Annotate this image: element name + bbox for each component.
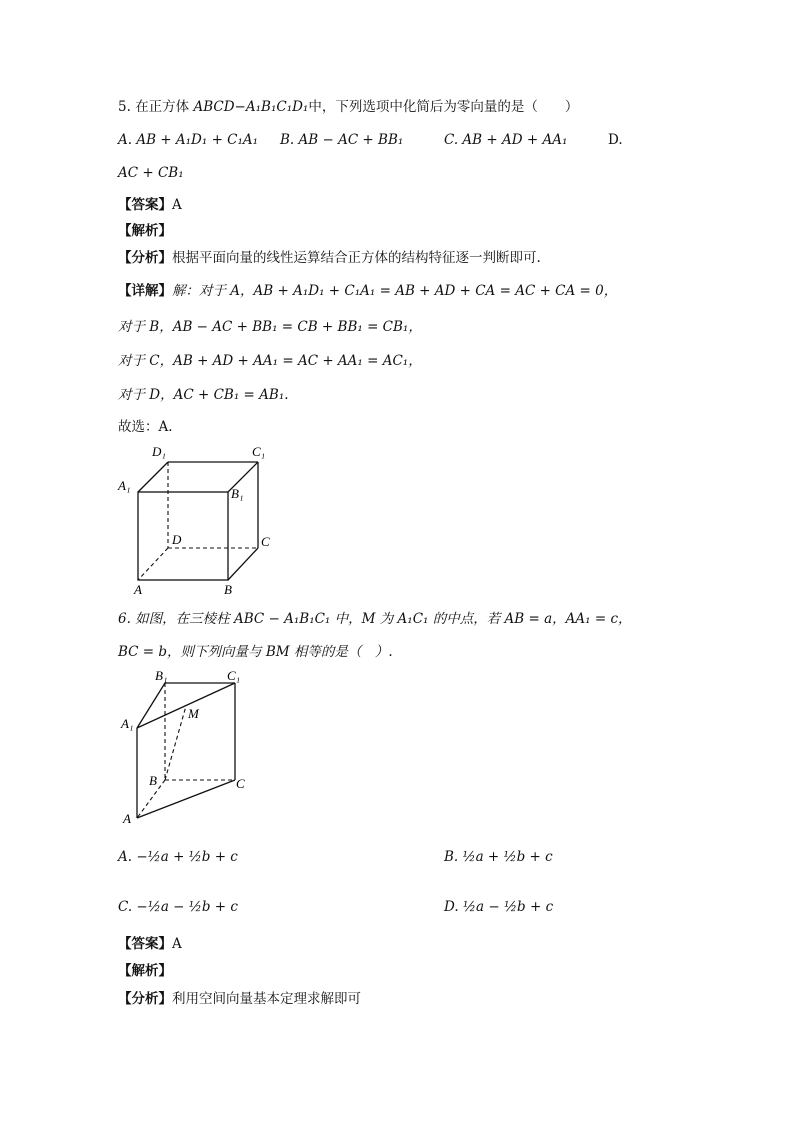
prism-figure (115, 668, 265, 828)
prism-label-a: A (123, 811, 131, 826)
cube-label-d1: D₁ (152, 444, 166, 459)
q6-option-b: B. ½a + ½b + c (444, 849, 553, 865)
cube-label-b1: B₁ (231, 486, 244, 501)
q5-choose: 故选：A. (118, 419, 173, 435)
prism-label-b: B (149, 773, 157, 788)
prism-label-m: M (188, 706, 199, 721)
q5-option-c: C. AB + AD + AA₁ (444, 132, 568, 148)
prism-label-a1: A₁ (121, 716, 134, 731)
cube-label-c: C (261, 534, 270, 549)
q5-option-b: B. AB − AC + BB₁ (280, 132, 404, 148)
q6-option-d: D. ½a − ½b + c (444, 899, 554, 915)
cube-label-d: D (172, 532, 182, 547)
q6-fenxi: 【分析】利用空间向量基本定理求解即可 (118, 991, 361, 1007)
q6-option-a: A. −½a + ½b + c (118, 849, 238, 865)
q5-analysis-heading: 【解析】 (118, 223, 172, 239)
q5-option-a: A. AB + A₁D₁ + C₁A₁ (118, 132, 259, 148)
q5-detail-b: 对于 B，AB − AC + BB₁ = CB + BB₁ = CB₁， (118, 319, 422, 335)
q5-fenxi: 【分析】根据平面向量的线性运算结合正方体的结构特征逐一判断即可. (118, 250, 541, 266)
q5-option-d: AC + CB₁ (118, 165, 184, 181)
prism-label-c: C (236, 776, 245, 791)
prism-label-c1: C₁ (227, 668, 241, 683)
prism-label-b1: B₁ (155, 668, 168, 683)
cube-figure (110, 440, 290, 600)
cube-label-b: B (224, 582, 232, 597)
cube-label-a: A (134, 582, 142, 597)
q5-detail-c: 对于 C，AB + AD + AA₁ = AC + AA₁ = AC₁， (118, 353, 422, 369)
q6-option-c: C. −½a − ½b + c (118, 899, 238, 915)
q5-answer: 【答案】A (118, 197, 182, 213)
q6-stem-line1: 6. 如图，在三棱柱 ABC − A₁B₁C₁ 中，M 为 A₁C₁ 的中点，若 AB = a，AA₁ = c， (118, 611, 632, 627)
cube-label-c1: C₁ (252, 444, 266, 459)
q6-analysis-heading: 【解析】 (118, 963, 172, 979)
q6-stem-line2: BC = b，则下列向量与 BM 相等的是（ ）. (118, 644, 393, 660)
q5-detail-d: 对于 D，AC + CB₁ = AB₁. (118, 387, 289, 403)
q6-answer: 【答案】A (118, 936, 182, 952)
q5-option-d-label: D. (608, 132, 623, 148)
q5-stem: 5. 在正方体 ABCD−A₁B₁C₁D₁中，下列选项中化简后为零向量的是（ ） (118, 99, 579, 115)
q5-detail-a: 【详解】解：对于 A，AB + A₁D₁ + C₁A₁ = AB + AD + CA = AC + CA = 0， (118, 283, 618, 299)
cube-label-a1: A₁ (118, 478, 131, 493)
